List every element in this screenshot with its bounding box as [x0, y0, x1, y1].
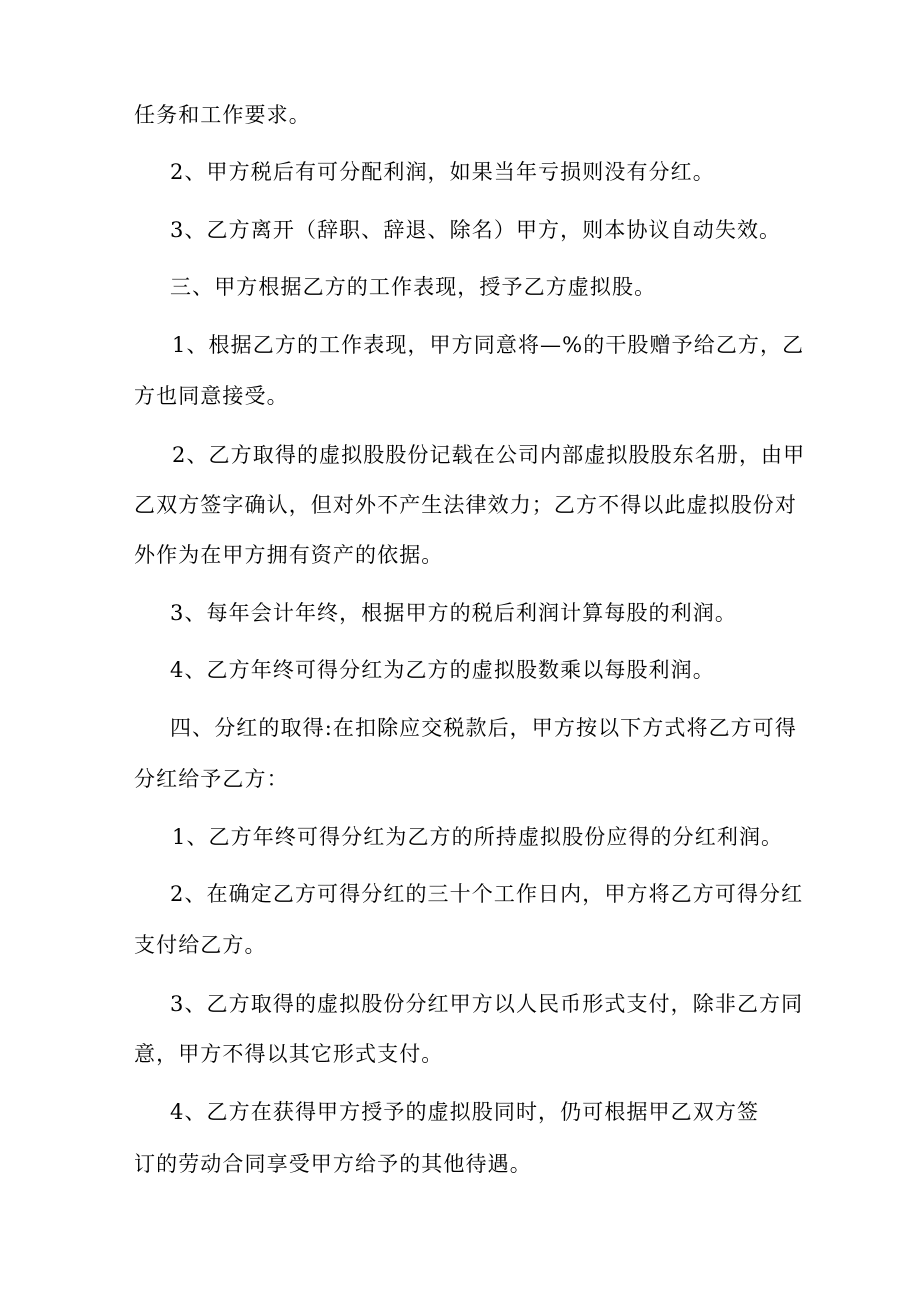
- text-line: 分红给予乙方：: [134, 767, 289, 791]
- text-line: 任务和工作要求。: [134, 103, 311, 127]
- text-line: 1、根据乙方的工作表现，甲方同意将—%的干股赠予给乙方，乙: [172, 333, 805, 357]
- text-line: 3、乙方离开（辞职、辞退、除名）甲方，则本协议自动失效。: [170, 218, 782, 242]
- text-line: 2、甲方税后有可分配利润，如果当年亏损则没有分红。: [170, 160, 715, 184]
- text-line: 方也同意接受。: [134, 384, 289, 408]
- text-line: 支付给乙方。: [134, 933, 267, 957]
- text-line: 4、乙方年终可得分红为乙方的虚拟股数乘以每股利润。: [170, 658, 715, 682]
- text-line: 3、每年会计年终，根据甲方的税后利润计算每股的利润。: [170, 601, 737, 625]
- text-line: 意，甲方不得以其它形式支付。: [134, 1042, 444, 1066]
- text-line: 乙双方签字确认，但对外不产生法律效力；乙方不得以此虚拟股份对: [134, 493, 797, 517]
- text-line: 1、乙方年终可得分红为乙方的所持虚拟股份应得的分红利润。: [172, 825, 784, 849]
- text-line: 三、甲方根据乙方的工作表现，授予乙方虚拟股。: [170, 275, 657, 299]
- text-line: 四、分红的取得:在扣除应交税款后，甲方按以下方式将乙方可得: [170, 716, 797, 740]
- text-line: 2、在确定乙方可得分红的三十个工作日内，甲方将乙方可得分红: [170, 882, 804, 906]
- text-line: 2、乙方取得的虚拟股股份记载在公司内部虚拟股股东名册，由甲: [172, 443, 806, 467]
- text-line: 4、乙方在获得甲方授予的虚拟股同时，仍可根据甲乙双方签: [170, 1100, 760, 1124]
- text-line: 3、乙方取得的虚拟股份分红甲方以人民币形式支付，除非乙方同: [170, 992, 804, 1016]
- text-line: 外作为在甲方拥有资产的依据。: [134, 543, 444, 567]
- text-line: 订的劳动合同享受甲方给予的其他待遇。: [134, 1152, 532, 1176]
